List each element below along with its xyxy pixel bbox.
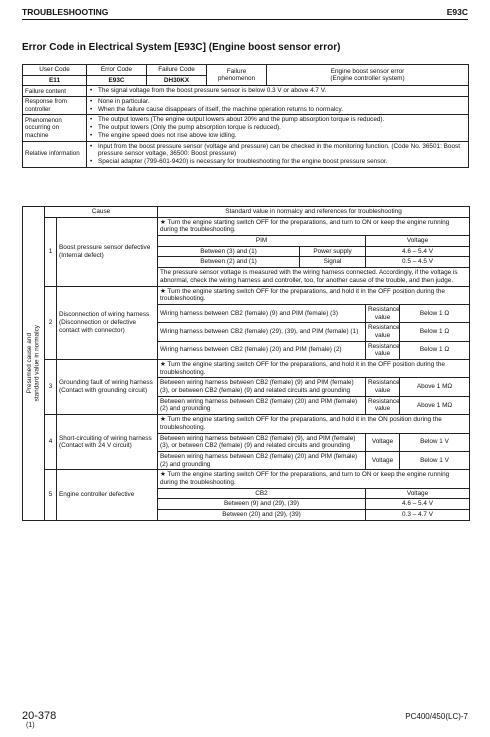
failure-content-label: Failure content [23, 86, 87, 97]
measure-between: Between (9) and (29), (39) [158, 499, 366, 510]
page-number: 20-378 [22, 710, 57, 722]
cause-number: 3 [45, 360, 57, 415]
cause-number: 2 [45, 286, 57, 360]
standard-value: 4.6 – 5.4 V [366, 499, 470, 510]
phenomenon-item: • The output lowers (The engine output lowers about 20% and the pump absorption torque is reduced). [89, 116, 466, 124]
phenomenon-item: • The engine speed does not rise above low idling. [89, 132, 466, 140]
harness-description: Wiring harness between CB2 (female) (20) and PIM (female) (2) [158, 341, 366, 359]
cause-description: Boost pressure sensor defective (Internal defect) [57, 217, 158, 286]
standard-value: 0.3 – 4.7 V [366, 510, 470, 521]
failure-code-value: DH30KX [147, 75, 207, 86]
preparation-note: ★ Turn the engine starting switch OFF for the preparations, and hold it in the OFF position during the troubleshooting. [158, 286, 470, 304]
standard-value: Below 1 V [400, 451, 470, 469]
measure-between: Between (2) and (1) [158, 257, 300, 268]
standard-value: 0.5 – 4.5 V [366, 257, 470, 268]
page-header [22, 6, 468, 20]
side-label: Presumed cause and standard value in normalcy [25, 325, 41, 402]
harness-description: Between wiring harness between CB2 (female) (9) and PIM (female) (3), or between CB2 (female) (9) and related circuits and grounding [158, 378, 366, 396]
measure-item: Power supply [300, 246, 366, 257]
relative-info-item: • Special adapter (799-601-9420) is necessary for troubleshooting for the engine boost pressure sensor. [89, 158, 466, 166]
standard-value: Above 1 MΩ [400, 378, 470, 396]
response-label: Response from controller [23, 97, 87, 115]
cause-table [22, 206, 470, 521]
harness-description: Between wiring harness between CB2 (female) (20) and PIM (female) (2) and grounding [158, 451, 366, 469]
relative-info-item: • Input from the boost pressure sensor (voltage and pressure) can be checked in the monitoring function. (Code No. 36501: Boost pressure sensor voltage, 36500: Boost pressure) [89, 143, 466, 158]
page-title: Error Code in Electrical System [E93C] (Engine boost sensor error) [22, 42, 341, 53]
relative-info-label: Relative information [23, 141, 87, 167]
check-item: Voltage [366, 433, 400, 451]
summary-table [22, 64, 469, 168]
standard-value: Above 1 MΩ [400, 396, 470, 414]
standard-value: Below 1 Ω [400, 341, 470, 359]
measure-between: Between (3) and (1) [158, 246, 300, 257]
header-failure-code: Failure Code [147, 65, 207, 76]
cause-number: 5 [45, 470, 57, 520]
cause-description: Disconnection of wiring harness (Disconnection or defective contact with connector) [57, 286, 158, 360]
measurement-remark: The pressure sensor voltage is measured with the wiring harness connected. Accordingly, if the voltage is abnormal, check the wiring harness and controller, too, for another cause of the trouble, and then judge. [158, 268, 470, 286]
voltage-header: Voltage [366, 488, 470, 499]
failure-content-text: • The signal voltage from the boost pressure sensor is below 0.3 V or above 4.7 V. [89, 87, 466, 95]
phenomenon-item: • The output lowers (Only the pump absorption torque is reduced). [89, 124, 466, 132]
failure-phenomenon-value: Engine boost sensor error (Engine controller system) [267, 65, 469, 86]
check-item: Voltage [366, 451, 400, 469]
revision-number: (1) [26, 722, 35, 729]
cause-number: 1 [45, 217, 57, 286]
standard-value: Below 1 Ω [400, 323, 470, 341]
user-code-value: E11 [23, 75, 87, 86]
cause-number: 4 [45, 415, 57, 470]
check-item: Resistance value [366, 341, 400, 359]
header-user-code: User Code [23, 65, 87, 76]
cause-description: Short-circuiting of wiring harness (Contact with 24 V circuit) [57, 415, 158, 470]
standard-value-header: Standard value in normalcy and references for troubleshooting [158, 207, 470, 218]
header-error-code: Error Code [87, 65, 147, 76]
harness-description: Wiring harness between CB2 (female) (9) and PIM (female) (3) [158, 304, 366, 322]
standard-value: Below 1 Ω [400, 304, 470, 322]
cause-header: Cause [45, 207, 158, 218]
model-name: PC400/450(LC)-7 [405, 712, 468, 721]
response-item: • None in particular. [89, 98, 466, 106]
cb2-header: CB2 [158, 488, 366, 499]
standard-value: 4.6 – 5.4 V [366, 246, 470, 257]
harness-description: Between wiring harness between CB2 (female) (9), and PIM (female) (3), or between CB2 (female) (9) and related circuits and grounding [158, 433, 366, 451]
harness-description: Wiring harness between CB2 (female) (29), (39), and PIM (female) (1) [158, 323, 366, 341]
cause-description: Engine controller defective [57, 470, 158, 520]
measure-between: Between (20) and (29), (39) [158, 510, 366, 521]
standard-value: Below 1 V [400, 433, 470, 451]
preparation-note: ★ Turn the engine starting switch OFF for the preparations, and turn to ON or keep the engine running during the troubleshooting. [158, 217, 470, 235]
error-code-header: E93C [446, 7, 468, 17]
cause-description: Grounding fault of wiring harness (Contact with grounding circuit) [57, 360, 158, 415]
preparation-note: ★ Turn the engine starting switch OFF for the preparations, and hold it in the OFF position during the troubleshooting. [158, 360, 470, 378]
phenomenon-label: Phenomenon occurring on machine [23, 115, 87, 141]
measure-item: Signal [300, 257, 366, 268]
check-item: Resistance value [366, 378, 400, 396]
harness-description: Between wiring harness between CB2 (female) (20) and PIM (female) (2) and grounding [158, 396, 366, 414]
voltage-header: Voltage [366, 236, 470, 247]
preparation-note: ★ Turn the engine starting switch OFF for the preparations, and hold it in the ON position during the troubleshooting. [158, 415, 470, 433]
check-item: Resistance value [366, 323, 400, 341]
error-code-value: E93C [87, 75, 147, 86]
header-failure-phenomenon: Failure phenomenon [207, 65, 267, 86]
section-title: TROUBLESHOOTING [22, 7, 109, 17]
preparation-note: ★ Turn the engine starting switch OFF for the preparations, and turn to ON or keep the engine running during the troubleshooting. [158, 470, 470, 488]
side-label-cell [23, 207, 45, 521]
check-item: Resistance value [366, 396, 400, 414]
check-item: Resistance value [366, 304, 400, 322]
response-item: • When the failure cause disappears of itself, the machine operation returns to normalcy. [89, 106, 466, 114]
pim-header: PIM [158, 236, 366, 247]
